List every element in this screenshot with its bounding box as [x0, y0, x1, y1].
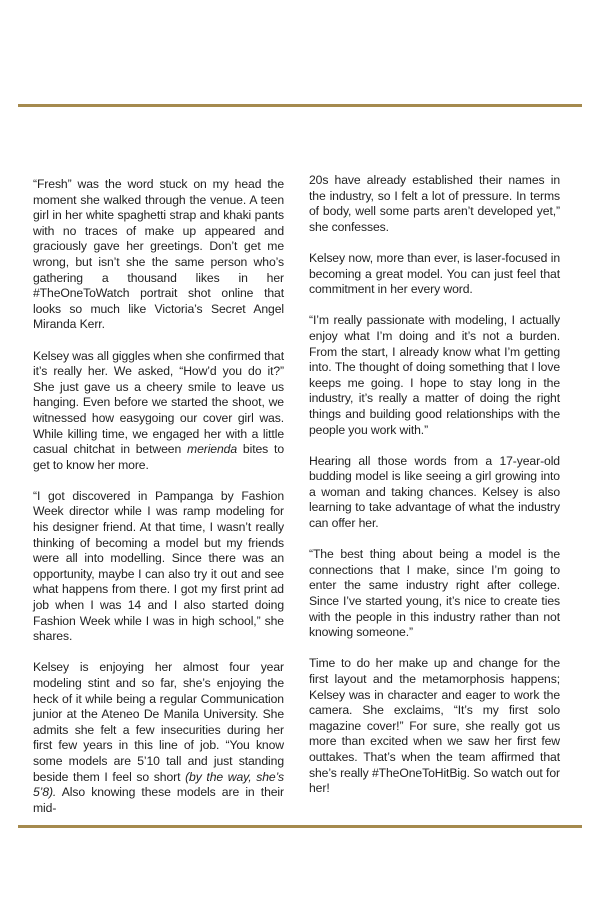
italic-text: merienda — [187, 442, 238, 457]
paragraph: Hearing all those words from a 17-year-old budding model is like seeing a girl growing into a woman and taking chances. Kelsey is also learning to take advantage of what the industry can offer her. — [309, 453, 560, 531]
paragraph: “I got discovered in Pampanga by Fashion Week director while I was ramp modeling for his designer friend. At that time, I wasn’t really thinking of becoming a model but my friends were all into modelling. Since there was an opportunity, maybe I can also try it out and see what happens from there. I got my first print ad job when I was 14 and I also started doing Fashion Week while I was in high school,” she shares. — [33, 488, 284, 644]
paragraph: “I’m really passionate with modeling, I actually enjoy what I’m doing and it’s not a burden. From the start, I already know what I’m getting into. The thought of doing something that I love keeps me going. I hope to stay long in the industry, it’s really a matter of doing the right things and building good relationships with the people you work with.” — [309, 313, 560, 437]
italic-text: (by the way, she’s 5’8). — [33, 769, 284, 800]
right-text-column — [309, 173, 560, 797]
text-run: bites to get to know her more. — [33, 442, 284, 472]
top-divider-rule — [18, 104, 582, 107]
paragraph: 20s have already established their names in the industry, so I felt a lot of pressure. In terms of body, well some parts aren’t developed yet,” she confesses. — [309, 173, 560, 234]
left-text-column — [33, 177, 284, 816]
paragraph: “The best thing about being a model is the connections that I make, since I’m going to enter the same industry right after college. Since I’ve started young, it’s nice to create ties with the people in this industry rather than not knowing someone.” — [309, 547, 560, 640]
text-run: Kelsey is enjoying her almost four year modeling stint and so far, she’s enjoying the heck of it while being a regular Communication junior at the Ateneo De Manila University. She admits she felt a few insecurities during her first few years in this line of job. “You know some models are 5’10 tall and just standing beside them I feel so short — [33, 660, 284, 784]
paragraph — [33, 349, 284, 474]
paragraph: Time to do her make up and change for the first layout and the metamorphosis happens; Kelsey was in character and eager to work the camera. She exclaims, “It’s my first solo magazine cover!” For sure, she really got us more than excited when we saw her first few outtakes. That’s when the team affirmed that she’s really #TheOneToHitBig. So watch out for her! — [309, 656, 560, 796]
paragraph: “Fresh” was the word stuck on my head the moment she walked through the venue. A teen girl in her white spaghetti strap and khaki pants with no traces of make up appeared and graciously gave her greetings. Don’t get me wrong, but isn’t she the same person who’s gathering a thousand likes in her #TheOneToWatch portrait shot online that looks so much like Victoria’s Secret Angel Miranda Kerr. — [33, 177, 284, 332]
bottom-divider-rule — [18, 825, 582, 828]
paragraph: Kelsey now, more than ever, is laser-focused in becoming a great model. You can just feel that commitment in her every word. — [309, 250, 560, 297]
paragraph — [33, 660, 284, 816]
text-run: Also knowing these models are in their mid- — [33, 785, 284, 815]
text-run: Kelsey was all giggles when she confirmed that it’s really her. We asked, “How’d you do it?” She just gave us a cheery smile to leave us hanging. Even before we started the shoot, we witnessed how easygoing our cover girl was. While killing time, we engaged her with a little casual chitchat in between — [33, 348, 284, 457]
